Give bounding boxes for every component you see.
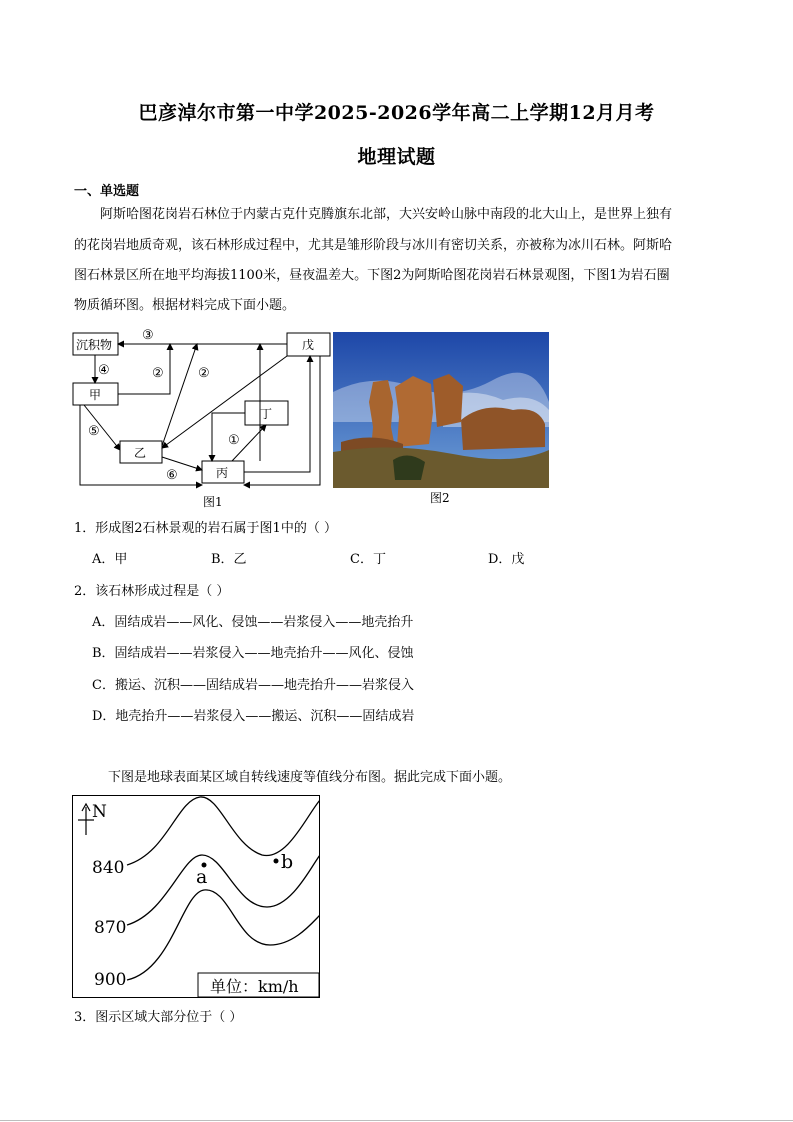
arrow-label-1: ① (228, 433, 240, 448)
unit-label: 单位：km/h (210, 977, 299, 996)
map-frame (73, 796, 320, 998)
label-bing: 丙 (216, 466, 229, 480)
point-a-label: a (196, 866, 208, 888)
question-1-stem: 1．形成图2石林景观的岩石属于图1中的（ ） (74, 521, 337, 536)
intro-line-4: 物质循环图。根据材料完成下面小题。 (74, 298, 296, 313)
intro-line-1: 阿斯哈图花岗岩石林位于内蒙古克什克腾旗东北部，大兴安岭山脉中南段的北大山上，是世界上独有 (100, 207, 673, 222)
section-heading: 一、单选题 (74, 184, 140, 199)
isoline-label-840: 840 (92, 858, 125, 878)
isoline-label-900: 900 (94, 970, 127, 990)
arrow-label-4: ④ (98, 363, 110, 378)
stone-forest-photo (333, 332, 549, 488)
rock-ridge (461, 408, 545, 450)
page-subtitle: 地理试题 (357, 146, 436, 168)
page-title: 巴彦淖尔市第一中学2025-2026学年高二上学期12月月考 (138, 102, 655, 124)
arrow-label-2a: ② (152, 366, 164, 381)
arrow-label-3: ③ (142, 328, 154, 343)
label-sediment: 沉积物 (76, 338, 113, 352)
page-bottom-divider (0, 1120, 793, 1121)
label-ding: 丁 (260, 407, 273, 421)
rock-cycle-diagram (70, 328, 332, 514)
fig1-caption: 图1 (203, 495, 223, 509)
q2-option-a[interactable]: A．固结成岩——风化、侵蚀——岩浆侵入——地壳抬升 (92, 615, 414, 630)
q2-option-d[interactable]: D．地壳抬升——岩浆侵入——搬运、沉积——固结成岩 (92, 709, 415, 724)
label-jia: 甲 (89, 388, 102, 402)
q1-option-d[interactable]: D．戊 (488, 552, 525, 567)
intro-line-2: 的花岗岩地质奇观，该石林形成过程中，尤其是雏形阶段与冰川有密切关系，亦被称为冰川石林。阿斯哈 (74, 238, 673, 253)
point-b-dot (274, 859, 279, 864)
q2-option-c[interactable]: C．搬运、沉积——固结成岩——地壳抬升——岩浆侵入 (92, 678, 414, 693)
velocity-isoline-map (72, 795, 320, 999)
q2-option-b[interactable]: B．固结成岩——岩浆侵入——地壳抬升——风化、侵蚀 (92, 646, 414, 661)
point-b-label: b (281, 851, 294, 873)
north-label: N (92, 802, 107, 822)
q1-option-b[interactable]: B．乙 (211, 552, 247, 567)
question-3-stem: 3．图示区域大部分位于（ ） (74, 1010, 243, 1025)
label-yi: 乙 (134, 446, 147, 460)
label-wu: 戊 (302, 338, 315, 352)
fig2-caption: 图2 (430, 491, 450, 505)
isoline-label-870: 870 (94, 918, 127, 938)
arrow-label-5: ⑤ (88, 424, 100, 439)
rock-pillar-2 (395, 376, 433, 447)
arrow-label-6: ⑥ (166, 468, 178, 483)
section2-intro: 下图是地球表面某区域自转线速度等值线分布图。据此完成下面小题。 (108, 770, 512, 785)
question-2-stem: 2．该石林形成过程是（ ） (74, 584, 230, 599)
intro-line-3: 图石林景区所在地平均海拔1100米，昼夜温差大。下图2为阿斯哈图花岗岩石林景观图，下图1为岩石圈 (74, 268, 670, 283)
arrow-label-2b: ② (198, 366, 210, 381)
q1-option-c[interactable]: C．丁 (350, 552, 386, 567)
q1-option-a[interactable]: A．甲 (92, 552, 128, 567)
